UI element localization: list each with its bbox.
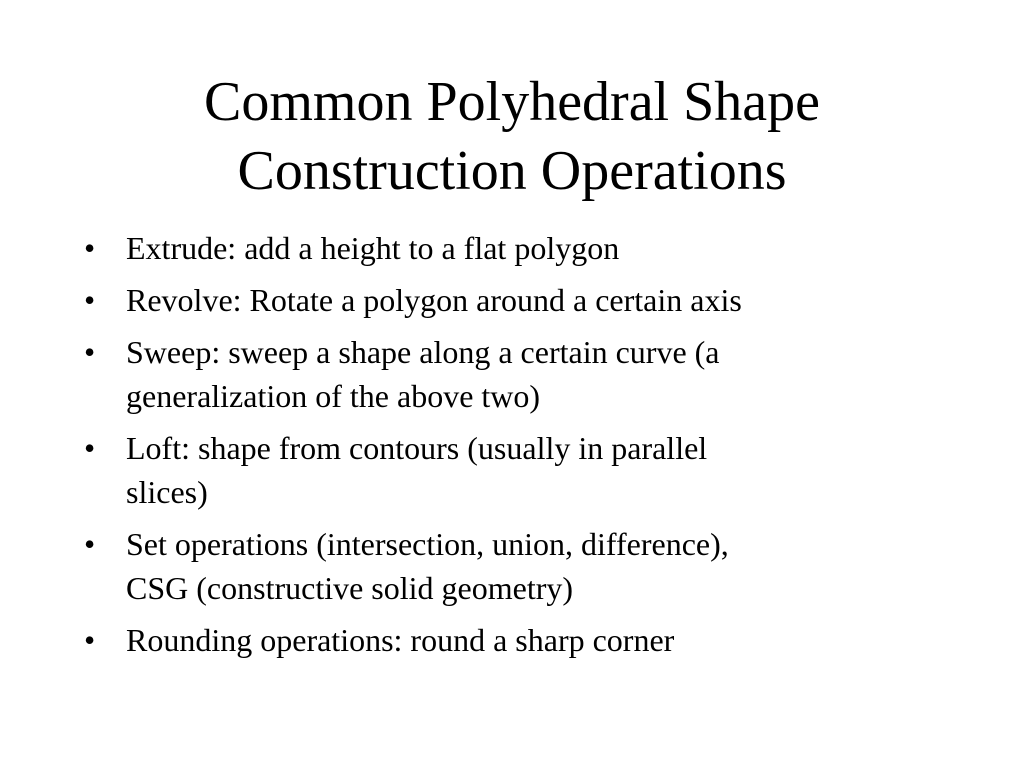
bullet-list bbox=[84, 226, 944, 670]
bullet-icon: • bbox=[84, 230, 96, 266]
slide-title bbox=[112, 68, 912, 206]
bullet-item-set-operations bbox=[84, 522, 944, 610]
bullet-icon: • bbox=[84, 430, 96, 466]
bullet-item-rounding-operations bbox=[84, 618, 944, 662]
bullet-text-line-2: CSG (constructive solid geometry) bbox=[126, 570, 574, 606]
bullet-text-line-1: Set operations (intersection, union, difference), bbox=[126, 526, 729, 562]
slide-title-line-2: Construction Operations bbox=[237, 140, 787, 202]
bullet-item-sweep bbox=[84, 330, 944, 418]
bullet-item-extrude bbox=[84, 226, 944, 270]
bullet-item-revolve bbox=[84, 278, 944, 322]
bullet-icon: • bbox=[84, 622, 96, 658]
bullet-text-line-2: generalization of the above two) bbox=[126, 378, 541, 414]
bullet-text-line-1: Loft: shape from contours (usually in parallel bbox=[126, 430, 708, 466]
bullet-icon: • bbox=[84, 334, 96, 370]
bullet-text-line-1: Sweep: sweep a shape along a certain curve (a bbox=[126, 334, 720, 370]
bullet-text: Rounding operations: round a sharp corner bbox=[126, 622, 675, 658]
bullet-text: Revolve: Rotate a polygon around a certain axis bbox=[126, 282, 742, 318]
bullet-text-line-2: slices) bbox=[126, 474, 208, 510]
bullet-icon: • bbox=[84, 282, 96, 318]
bullet-icon: • bbox=[84, 526, 96, 562]
slide-title-line-1: Common Polyhedral Shape bbox=[204, 71, 820, 133]
bullet-item-loft bbox=[84, 426, 944, 514]
bullet-text: Extrude: add a height to a flat polygon bbox=[126, 230, 620, 266]
